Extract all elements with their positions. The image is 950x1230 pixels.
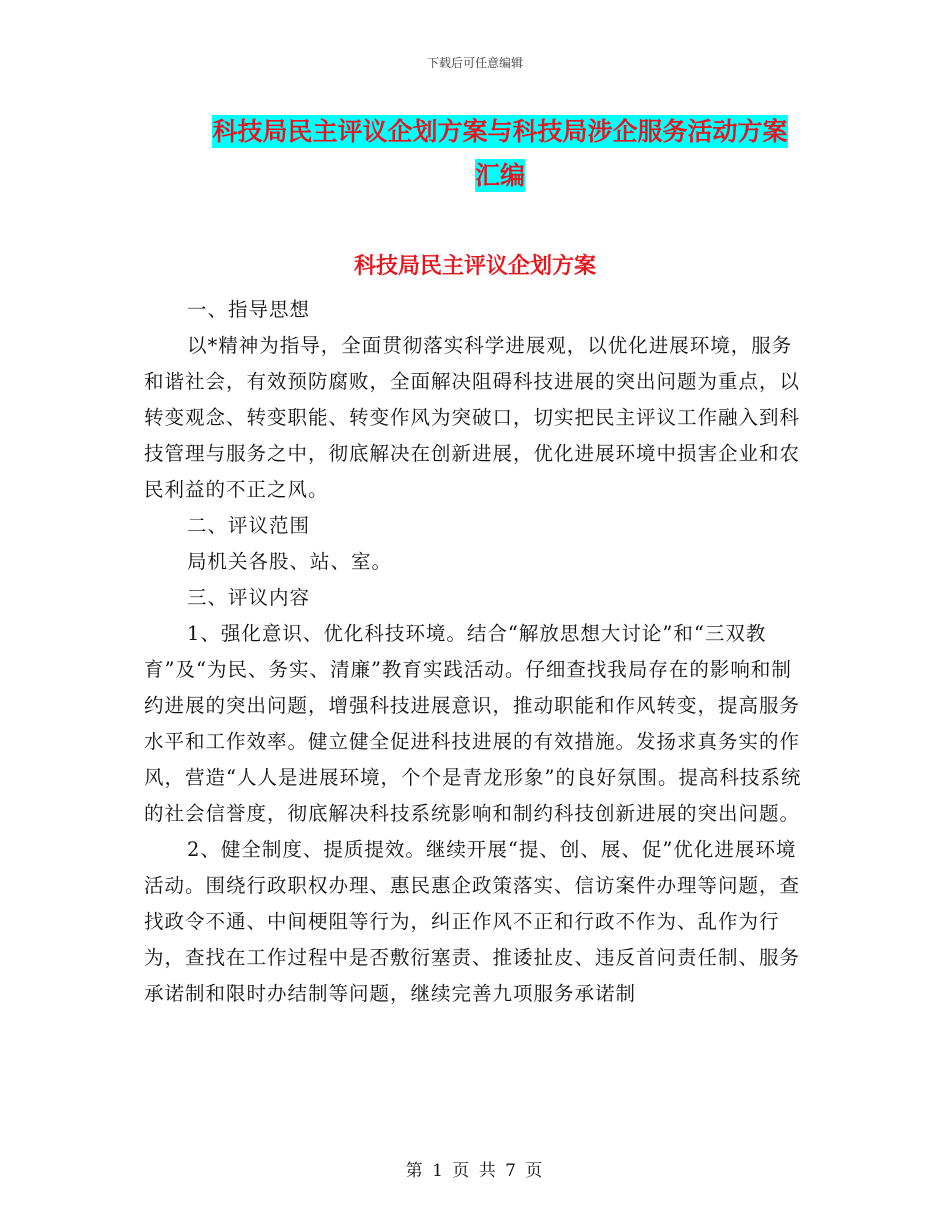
heading-review-scope: 二、评议范围: [187, 514, 311, 537]
paragraph-guiding-thought: 以*精神为指导，全面贯彻落实科学进展观，以优化进展环境，服务和谐社会，有效预防腐败，全面解决阻碍科技进展的突出问题为重点，以转变观念、转变职能、转变作风为突破口，切实把民主评议工作融入到科技管理与服务之中，彻底解决在创新进展，优化进展环境中损害企业和农民利益的不正之风。: [144, 334, 801, 501]
paragraph-review-scope: 局机关各股、站、室。: [187, 550, 393, 573]
heading-review-content: 三、评议内容: [187, 586, 311, 609]
title-line-2: 汇编: [474, 161, 525, 190]
page-number: 第 1 页 共 7 页: [405, 1161, 545, 1181]
document-body: [144, 292, 808, 1012]
title-line-1: 科技局民主评议企划方案与科技局涉企服务活动方案: [212, 117, 788, 146]
section-title: 科技局民主评议企划方案: [353, 254, 596, 279]
paragraph-content-item-1: 1、强化意识、优化科技环境。结合“解放思想大讨论”和“三双教育”及“为民、务实、清廉”教育实践活动。仔细查找我局存在的影响和制约进展的突出问题，增强科技进展意识，推动职能和作风转变，提高服务水平和工作效率。健立健全促进科技进展的有效措施。发扬求真务实的作风，营造“人人是进展环境，个个是青龙形象”的良好氛围。提高科技系统的社会信誉度，彻底解决科技系统影响和制约科技创新进展的突出问题。: [144, 622, 802, 825]
header-note: 下载后可任意编辑: [426, 56, 523, 70]
paragraph-content-item-2: 2、健全制度、提质提效。继续开展“提、创、展、促”优化进展环境活动。围绕行政职权办理、惠民惠企政策落实、信访案件办理等问题，查找政令不通、中间梗阻等行为，纠正作风不正和行政不作为、乱作为行为，查找在工作过程中是否敷衍塞责、推诿扯皮、违反首问责任制、服务承诺制和限时办结制等问题，继续完善九项服务承诺制: [144, 838, 801, 1005]
heading-guiding-thought: 一、指导思想: [187, 298, 311, 321]
document-title: [150, 110, 850, 198]
